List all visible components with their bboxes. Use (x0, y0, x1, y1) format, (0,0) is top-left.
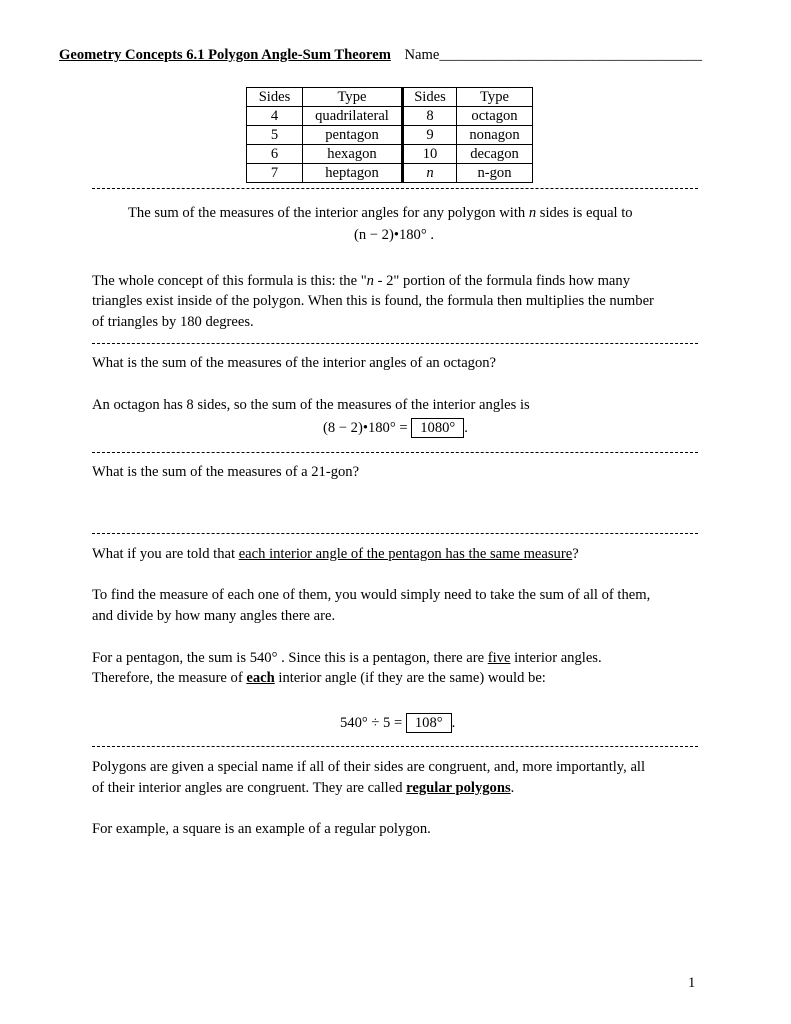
pentagon-sum-text: For a pentagon, the sum is (92, 650, 250, 666)
pentagon-boxed-answer: 108° (406, 713, 452, 733)
pentagon-question-underlined: each interior angle of the pentagon has the same measure (238, 546, 573, 562)
regular-term: regular polygons (406, 780, 511, 796)
concept-variable: n (366, 273, 374, 289)
table-cell: 5 (247, 126, 303, 145)
pentagon-question-text: What if you are told that (92, 546, 239, 562)
pentagon-sum-value: 540° (249, 650, 278, 666)
table-cell: n-gon (457, 164, 533, 183)
concept-line: of triangles by 180 degrees. (92, 314, 254, 330)
concept-line: triangles exist inside of the polygon. When this is found, the formula then multiplies the number (92, 293, 654, 309)
table-row (247, 107, 533, 126)
page-header (59, 47, 702, 64)
pentagon-question-end: ? (572, 546, 579, 562)
concept-text-end: - 2" portion of the formula finds how many (373, 273, 631, 289)
octagon-period: . (464, 420, 468, 436)
pentagon-sum-end: interior angles. (510, 650, 602, 666)
regular-text: of their interior angles are congruent. They are called (92, 780, 407, 796)
table-cell: n (403, 164, 457, 183)
theorem-statement (128, 205, 633, 222)
regular-example: For example, a square is an example of a regular polygon. (92, 821, 431, 837)
regular-line: Polygons are given a special name if all of their sides are congruent, and, more importantly, all (92, 759, 646, 775)
theorem-text: The sum of the measures of the interior angles for any polygon with (128, 205, 529, 221)
table-header-row (247, 88, 533, 107)
table-cell: 7 (247, 164, 303, 183)
pentagon-therefore-line (92, 670, 546, 687)
theorem-variable: n (528, 205, 537, 221)
pentagon-find-line: To find the measure of each one of them, you would simply need to take the sum of all of them, (92, 587, 651, 603)
table-header-cell: Sides (247, 88, 303, 107)
table-cell: 4 (247, 107, 303, 126)
table-cell: pentagon (303, 126, 403, 145)
name-blank: ____________________________________ (439, 47, 703, 63)
pentagon-period: . (451, 715, 456, 731)
concept-line (92, 273, 630, 290)
table-row (247, 164, 533, 183)
dashed-divider (92, 746, 698, 747)
page-number: 1 (688, 975, 696, 991)
table-header-cell: Type (303, 88, 403, 107)
table-row (247, 145, 533, 164)
octagon-boxed-answer: 1080° (411, 418, 464, 438)
dashed-divider (92, 188, 698, 189)
regular-line (92, 780, 514, 797)
page-title: Geometry Concepts 6.1 Polygon Angle-Sum Theorem (59, 47, 391, 63)
theorem-text-end: sides is equal to (536, 205, 633, 221)
pentagon-formula-text: 540° ÷ 5 = (340, 715, 403, 731)
octagon-formula (323, 418, 468, 438)
pentagon-sum-line (92, 650, 602, 667)
table-cell: 8 (403, 107, 457, 126)
table-cell: 9 (403, 126, 457, 145)
dashed-divider (92, 452, 698, 453)
concept-text: The whole concept of this formula is this: the " (92, 273, 367, 289)
pentagon-question (92, 546, 579, 563)
table-cell: heptagon (303, 164, 403, 183)
octagon-formula-text: (8 − 2)•180° = (323, 420, 408, 436)
dashed-divider (92, 533, 698, 534)
dashed-divider (92, 343, 698, 344)
pentagon-each: each (246, 670, 275, 686)
pentagon-five: five (487, 650, 511, 666)
gon21-question: What is the sum of the measures of a 21-gon? (92, 464, 360, 480)
pentagon-sum-mid: . Since this is a pentagon, there are (277, 650, 488, 666)
octagon-question: What is the sum of the measures of the interior angles of an octagon? (92, 355, 497, 371)
table-header-cell: Sides (403, 88, 457, 107)
regular-text-end: . (510, 780, 515, 796)
table-cell: quadrilateral (303, 107, 403, 126)
table-cell: octagon (457, 107, 533, 126)
table-cell: decagon (457, 145, 533, 164)
table-cell: hexagon (303, 145, 403, 164)
pentagon-formula (340, 713, 455, 733)
theorem-formula: (n − 2)•180° . (354, 227, 434, 243)
pentagon-therefore-end: interior angle (if they are the same) would be: (274, 670, 546, 686)
octagon-answer-text: An octagon has 8 sides, so the sum of the measures of the interior angles is (92, 397, 530, 413)
polygon-sides-table (246, 87, 533, 183)
pentagon-therefore-text: Therefore, the measure of (92, 670, 247, 686)
table-cell: 10 (403, 145, 457, 164)
table-row (247, 126, 533, 145)
table-header-cell: Type (457, 88, 533, 107)
table-cell: nonagon (457, 126, 533, 145)
name-label: Name (404, 47, 440, 63)
table-cell: 6 (247, 145, 303, 164)
pentagon-find-line: and divide by how many angles there are. (92, 608, 336, 624)
